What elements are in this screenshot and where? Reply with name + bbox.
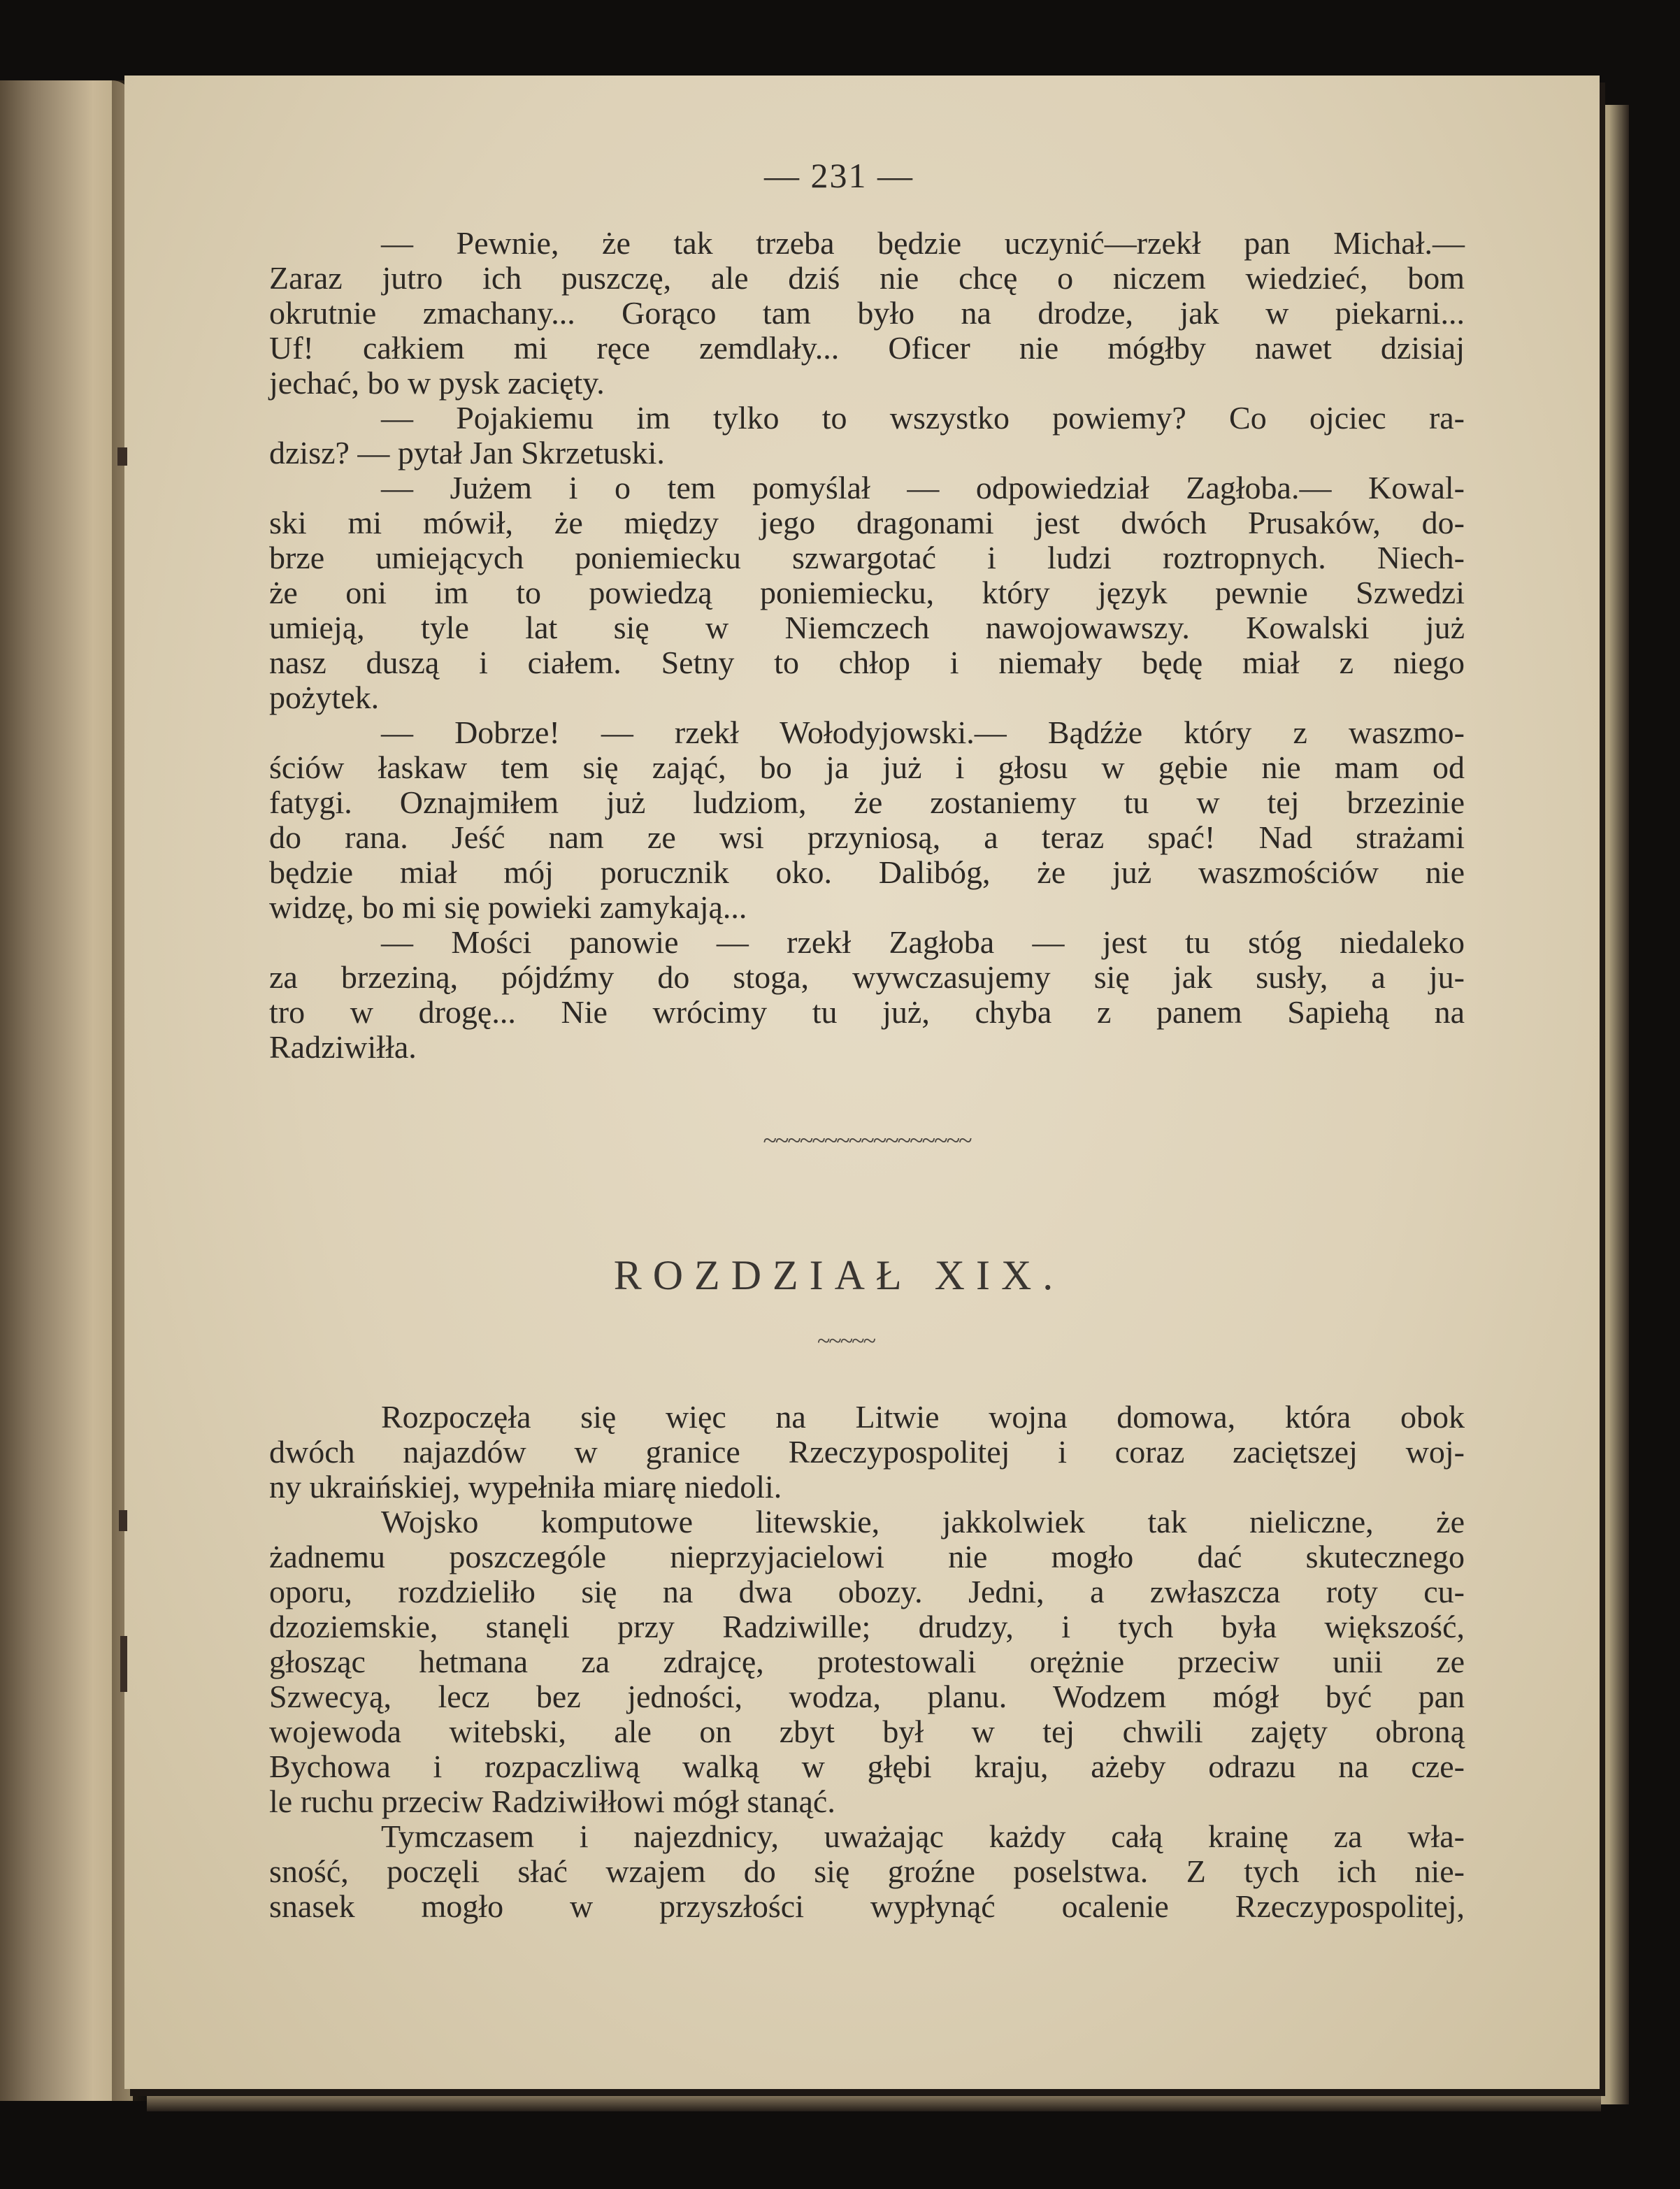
text-line: Radziwiłła.: [269, 1029, 417, 1065]
text-line: jechać, bo w pysk zacięty.: [269, 365, 605, 401]
text-line: tro w drogę... Nie wrócimy tu już, chyba z panem Sapiehą na: [269, 994, 1465, 1030]
text-line: żadnemu poszczególe nieprzyjacielowi nie mogło dać skutecznego: [269, 1539, 1465, 1574]
text-line: Tymczasem i najezdnicy, uważając każdy całą krainę za wła-: [381, 1818, 1465, 1854]
chapter-ornament: ~~~~~: [817, 1328, 875, 1354]
text-line: — Mości panowie — rzekł Zagłoba — jest tu stóg niedaleko: [381, 924, 1465, 960]
text-line: Rozpoczęła się więc na Litwie wojna domowa, która obok: [381, 1399, 1465, 1435]
text-line: dzoziemskie, stanęli przy Radziwille; drudzy, i tych była większość,: [269, 1609, 1465, 1644]
text-line: — Dobrze! — rzekł Wołodyjowski.— Bądźże który z waszmo-: [381, 715, 1465, 750]
text-line: głosząc hetmana za zdrajcę, protestowali orężnie przeciw unii ze: [269, 1644, 1465, 1679]
text-line: oporu, rozdzieliło się na dwa obozy. Jedni, a zwłaszcza roty cu-: [269, 1574, 1465, 1609]
text-line: — Jużem i o tem pomyślał — odpowiedział Zagłoba.— Kowal-: [381, 470, 1465, 505]
text-line: dwóch najazdów w granice Rzeczypospolitej i coraz zaciętszej woj-: [269, 1434, 1465, 1470]
binding-mark: [119, 1510, 127, 1531]
page-number: — 231 —: [764, 156, 914, 195]
text-line: Bychowa i rozpaczliwą walką w głębi kraju, ażeby odrazu na cze-: [269, 1749, 1465, 1784]
text-line: nasz duszą i ciałem. Setny to chłop i niemały będę miał z niego: [269, 645, 1465, 680]
text-line: fatygi. Oznajmiłem już ludziom, że zostaniemy tu w tej brzezinie: [269, 784, 1465, 820]
text-line: brze umiejących poniemiecku szwargotać i ludzi roztropnych. Niech-: [269, 540, 1465, 575]
text-line: za brzeziną, pójdźmy do stoga, wywczasujemy się jak susły, a ju-: [269, 959, 1465, 995]
text-line: dzisz? — pytał Jan Skrzetuski.: [269, 435, 665, 471]
chapter-title: ROZDZIAŁ XIX.: [613, 1252, 1065, 1298]
text-line: ski mi mówił, że między jego dragonami jest dwóch Prusaków, do-: [269, 505, 1465, 540]
text-line: umieją, tyle lat się w Niemczech nawojowawszy. Kowalski już: [269, 610, 1465, 645]
text-line: ściów łaskaw tem się zająć, bo ja już i głosu w gębie nie mam od: [269, 749, 1465, 785]
text-line: widzę, bo mi się powieki zamykają...: [269, 889, 747, 925]
text-line: Uf! całkiem mi ręce zemdlały... Oficer nie mógłby nawet dzisiaj: [269, 330, 1465, 366]
text-line: wojewoda witebski, ale on zbyt był w tej chwili zajęty obroną: [269, 1714, 1465, 1749]
binding-mark: [117, 447, 127, 466]
text-line: sność, poczęli słać wzajem do się groźne poselstwa. Z tych ich nie-: [269, 1853, 1465, 1889]
text-line: — Pewnie, że tak trzeba będzie uczynić—rzekł pan Michał.—: [381, 225, 1465, 261]
section-ornament: ~~~~~~~~~~~~~~~~~: [763, 1126, 971, 1154]
text-line: — Pojakiemu im tylko to wszystko powiemy? Co ojciec ra-: [381, 400, 1465, 436]
binding-mark: [120, 1636, 127, 1692]
text-line: Zaraz jutro ich puszczę, ale dziś nie chcę o niczem wiedzieć, bom: [269, 260, 1465, 296]
text-line: że oni im to powiedzą poniemiecku, który język pewnie Szwedzi: [269, 575, 1465, 610]
text-line: Szwecyą, lecz bez jedności, wodza, planu. Wodzem mógł być pan: [269, 1679, 1465, 1714]
text-line: będzie miał mój porucznik oko. Dalibóg, że już waszmościów nie: [269, 854, 1465, 890]
text-line: do rana. Jeść nam ze wsi przyniosą, a teraz spać! Nad strażami: [269, 819, 1465, 855]
text-line: snasek mogło w przyszłości wypłynąć ocalenie Rzeczypospolitej,: [269, 1888, 1465, 1924]
text-line: pożytek.: [269, 680, 380, 715]
text-line: ny ukraińskiej, wypełniła miarę niedoli.: [269, 1469, 782, 1505]
text-line: le ruchu przeciw Radziwiłłowi mógł stanąć.: [269, 1784, 835, 1819]
text-line: Wojsko komputowe litewskie, jakkolwiek tak nieliczne, że: [381, 1504, 1465, 1540]
text-line: okrutnie zmachany... Gorąco tam było na drodze, jak w piekarni...: [269, 295, 1465, 331]
